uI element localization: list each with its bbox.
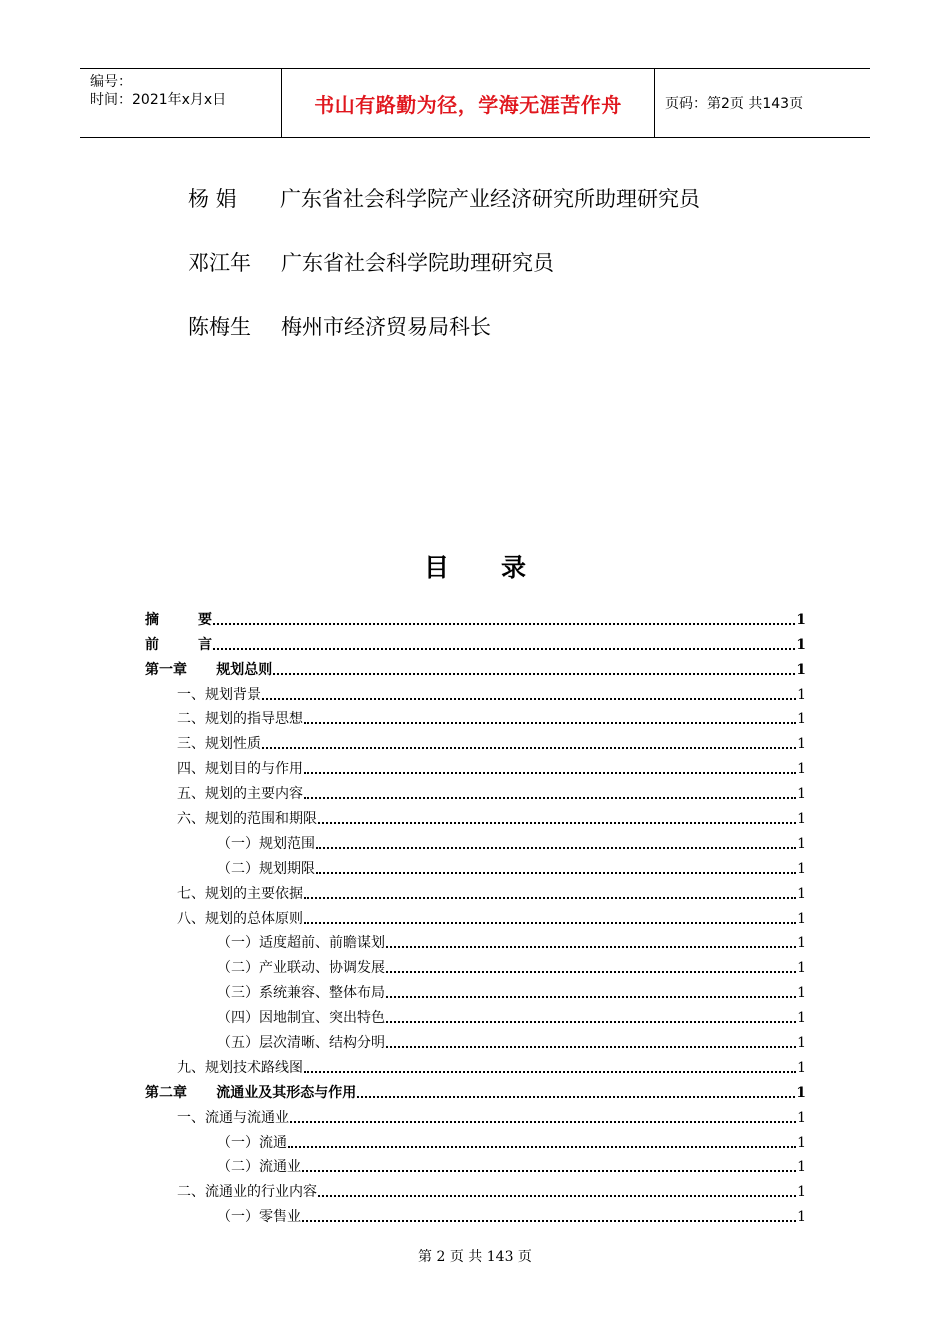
toc-entry-label: （一）规划范围	[217, 835, 315, 852]
toc-leader-dots	[304, 897, 796, 899]
author-row	[188, 166, 700, 230]
toc-entry-label: （一）流通	[217, 1134, 287, 1151]
toc-leader-dots	[302, 1170, 796, 1172]
table-of-contents	[145, 604, 806, 1226]
toc-leader-dots	[304, 797, 796, 799]
toc-leader-dots	[386, 1021, 796, 1023]
header-motto: 书山有路勤为径，学海无涯苦作舟	[282, 69, 655, 137]
toc-entry[interactable]	[145, 1027, 806, 1052]
toc-entry-label: （一）适度超前、前瞻谋划	[217, 935, 385, 952]
toc-entry-page: 1	[797, 985, 806, 1002]
toc-entry-page: 1	[797, 885, 806, 902]
toc-entry-page: 1	[797, 1159, 806, 1176]
toc-entry[interactable]	[145, 1176, 806, 1201]
toc-leader-dots	[262, 698, 796, 700]
toc-leader-dots	[318, 1195, 796, 1197]
toc-entry-page: 1	[797, 935, 806, 952]
toc-entry-page: 1	[797, 761, 806, 778]
toc-entry-label: 第二章 流通业及其形态与作用	[145, 1084, 357, 1101]
toc-entry-page: 1	[797, 860, 806, 877]
toc-entry[interactable]	[145, 952, 806, 977]
toc-entry[interactable]	[145, 704, 806, 729]
toc-leader-dots	[304, 1071, 796, 1073]
toc-entry-label: 一、流通与流通业	[177, 1109, 289, 1126]
toc-entry[interactable]	[145, 853, 806, 878]
toc-leader-dots	[262, 747, 796, 749]
toc-entry-label: 五、规划的主要内容	[177, 786, 303, 803]
toc-entry[interactable]	[145, 1152, 806, 1177]
toc-title-right: 录	[501, 553, 527, 582]
toc-entry-page: 1	[797, 1184, 806, 1201]
toc-leader-dots	[213, 623, 795, 625]
toc-entry[interactable]	[145, 828, 806, 853]
toc-entry[interactable]	[145, 1002, 806, 1027]
toc-entry-label: 第一章 规划总则	[145, 661, 273, 678]
author-role: 梅州市经济贸易局科长	[281, 315, 491, 339]
toc-entry[interactable]	[145, 629, 806, 654]
toc-entry-page: 1	[796, 1084, 806, 1101]
toc-title	[0, 548, 950, 584]
toc-entry-label: 二、规划的指导思想	[177, 711, 303, 728]
toc-entry-label: 三、规划性质	[177, 736, 261, 753]
author-list	[188, 166, 700, 358]
toc-leader-dots	[386, 1046, 796, 1048]
toc-entry-label: 摘 要	[145, 611, 212, 628]
toc-leader-dots	[386, 996, 796, 998]
toc-entry-label: （三）系统兼容、整体布局	[217, 985, 385, 1002]
toc-entry-label: 一、规划背景	[177, 686, 261, 703]
toc-entry-page: 1	[797, 910, 806, 927]
toc-entry-label: （四）因地制宜、突出特色	[217, 1010, 385, 1027]
author-name: 杨 娟	[188, 187, 237, 211]
toc-entry-label: （二）产业联动、协调发展	[217, 960, 385, 977]
toc-leader-dots	[316, 847, 796, 849]
toc-entry[interactable]	[145, 604, 806, 629]
toc-entry-page: 1	[797, 1134, 806, 1151]
toc-entry[interactable]	[145, 753, 806, 778]
toc-leader-dots	[304, 772, 796, 774]
toc-entry-label: 四、规划目的与作用	[177, 761, 303, 778]
toc-entry-label: （二）流通业	[217, 1159, 301, 1176]
toc-entry-page: 1	[797, 1059, 806, 1076]
toc-entry[interactable]	[145, 1127, 806, 1152]
toc-leader-dots	[318, 822, 796, 824]
author-row	[188, 294, 700, 358]
toc-entry-label: （五）层次清晰、结构分明	[217, 1035, 385, 1052]
toc-leader-dots	[213, 648, 795, 650]
page-header	[80, 68, 870, 138]
toc-leader-dots	[386, 946, 796, 948]
toc-entry-label: （一）零售业	[217, 1209, 301, 1226]
toc-entry[interactable]	[145, 778, 806, 803]
toc-entry[interactable]	[145, 1201, 806, 1226]
toc-entry[interactable]	[145, 654, 806, 679]
toc-leader-dots	[357, 1096, 795, 1098]
toc-entry[interactable]	[145, 878, 806, 903]
toc-entry[interactable]	[145, 679, 806, 704]
toc-entry-label: 二、流通业的行业内容	[177, 1184, 317, 1201]
toc-entry-page: 1	[797, 1010, 806, 1027]
toc-entry[interactable]	[145, 1102, 806, 1127]
toc-entry-label: 七、规划的主要依据	[177, 885, 303, 902]
toc-entry[interactable]	[145, 1077, 806, 1102]
toc-entry[interactable]	[145, 928, 806, 953]
toc-entry-page: 1	[797, 686, 806, 703]
toc-entry[interactable]	[145, 728, 806, 753]
toc-entry-page: 1	[796, 661, 806, 678]
toc-entry-page: 1	[797, 1035, 806, 1052]
author-name: 邓江年	[188, 251, 251, 275]
toc-entry[interactable]	[145, 903, 806, 928]
toc-entry-page: 1	[797, 736, 806, 753]
toc-entry-label: 前 言	[145, 636, 212, 653]
header-meta	[80, 69, 282, 137]
toc-entry-page: 1	[796, 611, 806, 628]
toc-entry-label: 九、规划技术路线图	[177, 1059, 303, 1076]
toc-entry-page: 1	[797, 786, 806, 803]
author-role: 广东省社会科学院助理研究员	[281, 251, 554, 275]
toc-title-left: 目	[423, 553, 449, 582]
toc-leader-dots	[304, 922, 796, 924]
toc-leader-dots	[386, 971, 796, 973]
toc-leader-dots	[304, 722, 796, 724]
toc-leader-dots	[290, 1121, 796, 1123]
toc-leader-dots	[288, 1146, 796, 1148]
number-label: 编号：	[90, 74, 132, 90]
toc-entry[interactable]	[145, 803, 806, 828]
toc-entry-page: 1	[797, 811, 806, 828]
toc-entry-label: 六、规划的范围和期限	[177, 811, 317, 828]
time-label: 时间：2021年x月x日	[90, 92, 227, 108]
toc-leader-dots	[273, 673, 795, 675]
toc-entry-page: 1	[796, 636, 806, 653]
toc-entry-page: 1	[797, 835, 806, 852]
toc-leader-dots	[302, 1220, 796, 1222]
toc-entry[interactable]	[145, 977, 806, 1002]
toc-entry-page: 1	[797, 960, 806, 977]
page-footer: 第 2 页 共 143 页	[418, 1249, 532, 1265]
toc-leader-dots	[316, 872, 796, 874]
toc-entry-page: 1	[797, 711, 806, 728]
toc-entry[interactable]	[145, 1052, 806, 1077]
toc-entry-label: （二）规划期限	[217, 860, 315, 877]
author-role: 广东省社会科学院产业经济研究所助理研究员	[280, 187, 700, 211]
author-row	[188, 230, 700, 294]
header-page-info: 页码：第2页 共143页	[665, 96, 804, 112]
toc-entry-page: 1	[797, 1109, 806, 1126]
toc-entry-label: 八、规划的总体原则	[177, 910, 303, 927]
toc-entry-page: 1	[797, 1209, 806, 1226]
author-name: 陈梅生	[188, 315, 251, 339]
